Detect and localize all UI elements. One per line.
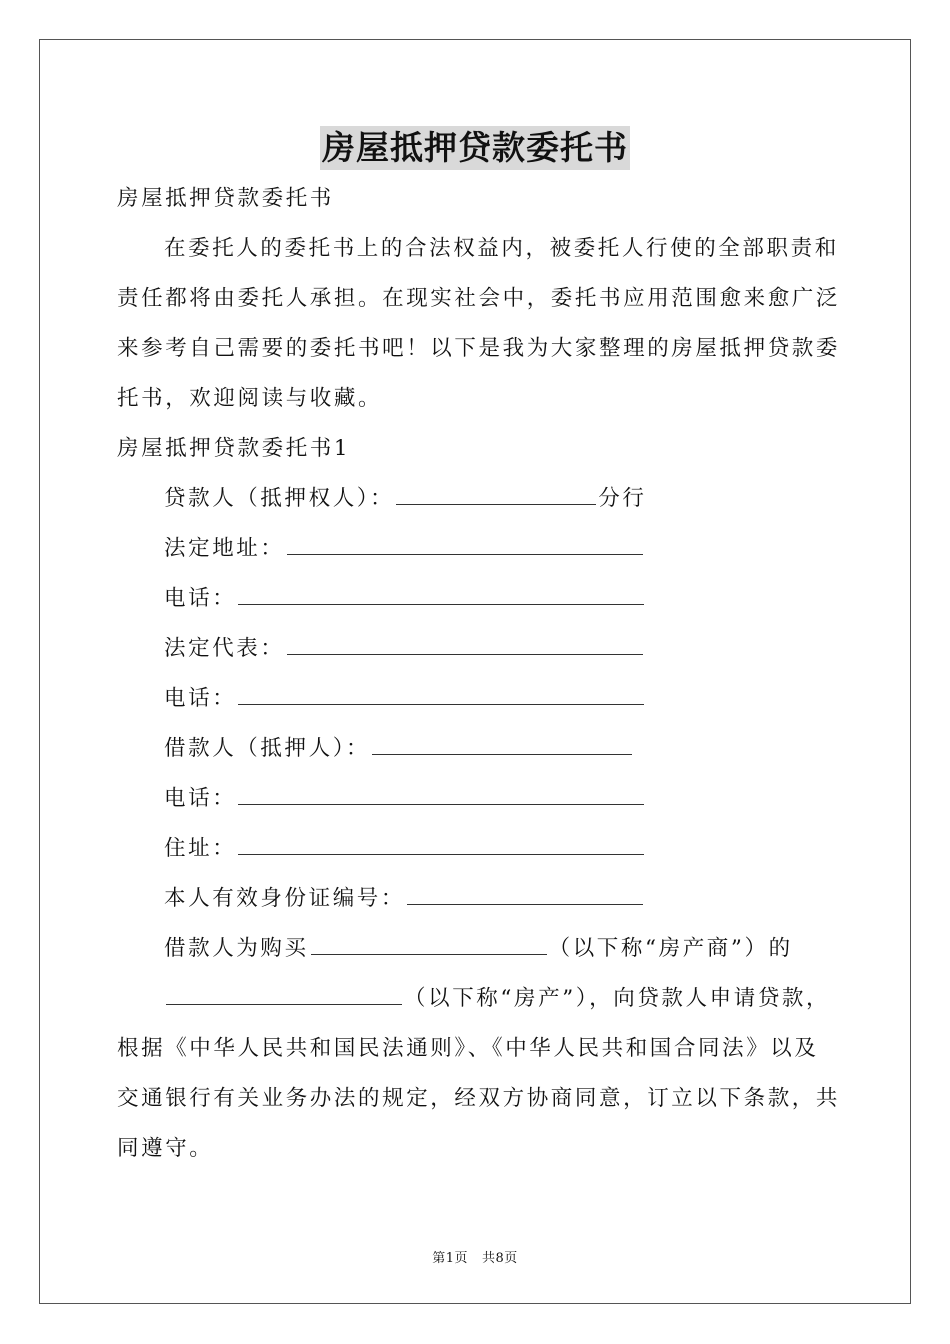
id-blank[interactable] xyxy=(407,884,643,905)
address-blank[interactable] xyxy=(238,834,644,855)
address-label: 住址： xyxy=(164,836,237,861)
legal-address-row xyxy=(164,534,645,564)
address-row xyxy=(164,834,646,864)
intro-line-1: 在委托人的委托书上的合法权益内，被委托人行使的全部职责和 xyxy=(164,236,839,261)
intro-line-4: 托书，欢迎阅读与收藏。 xyxy=(117,386,383,411)
developer-note: （以下称“房产商”）的 xyxy=(548,936,793,961)
legal-address-label: 法定地址： xyxy=(164,536,285,561)
phone-row-2 xyxy=(164,684,646,714)
property-note: （以下称“房产”），向贷款人申请贷款， xyxy=(404,986,831,1011)
purchase-line-3: 根据《中华人民共和国民法通则》、《中华人民共和国合同法》以及 xyxy=(117,1036,819,1061)
developer-blank[interactable] xyxy=(311,934,547,955)
phone-label-2: 电话： xyxy=(164,686,237,711)
page-total: 共8页 xyxy=(482,1251,518,1266)
purchase-row xyxy=(164,934,793,964)
lender-row xyxy=(164,484,646,514)
legal-rep-label: 法定代表： xyxy=(164,636,285,661)
title-container xyxy=(0,126,950,170)
section-heading: 房屋抵押贷款委托书1 xyxy=(117,436,351,461)
id-label: 本人有效身份证编号： xyxy=(164,886,406,911)
phone-blank-1[interactable] xyxy=(238,584,644,605)
phone-label-1: 电话： xyxy=(164,586,237,611)
document-title: 房屋抵押贷款委托书 xyxy=(320,126,630,170)
phone-blank-3[interactable] xyxy=(238,784,644,805)
legal-address-blank[interactable] xyxy=(287,534,643,555)
property-row xyxy=(164,984,830,1014)
purchase-line-5: 同遵守。 xyxy=(117,1136,214,1161)
purchase-line-4: 交通银行有关业务办法的规定，经双方协商同意，订立以下条款，共 xyxy=(117,1086,841,1111)
id-row xyxy=(164,884,645,914)
borrower-label: 借款人（抵押人）： xyxy=(164,736,371,761)
legal-rep-blank[interactable] xyxy=(287,634,643,655)
intro-line-3: 来参考自己需要的委托书吧！以下是我为大家整理的房屋抵押贷款委 xyxy=(117,336,841,361)
phone-label-3: 电话： xyxy=(164,786,237,811)
phone-row-1 xyxy=(164,584,646,614)
page-number: 第1页 xyxy=(432,1251,468,1266)
document-subtitle: 房屋抵押贷款委托书 xyxy=(117,186,334,211)
borrower-row xyxy=(164,734,634,764)
phone-row-3 xyxy=(164,784,646,814)
page-footer xyxy=(0,1247,950,1266)
purchase-prefix: 借款人为购买 xyxy=(164,936,309,961)
lender-suffix: 分行 xyxy=(598,486,647,511)
lender-label: 贷款人（抵押权人）： xyxy=(164,486,395,511)
legal-rep-row xyxy=(164,634,645,664)
lender-blank[interactable] xyxy=(396,484,596,505)
phone-blank-2[interactable] xyxy=(238,684,644,705)
intro-line-2: 责任都将由委托人承担。在现实社会中，委托书应用范围愈来愈广泛 xyxy=(117,286,841,311)
borrower-blank[interactable] xyxy=(372,734,632,755)
property-blank[interactable] xyxy=(166,984,402,1005)
page-border xyxy=(39,39,911,1304)
